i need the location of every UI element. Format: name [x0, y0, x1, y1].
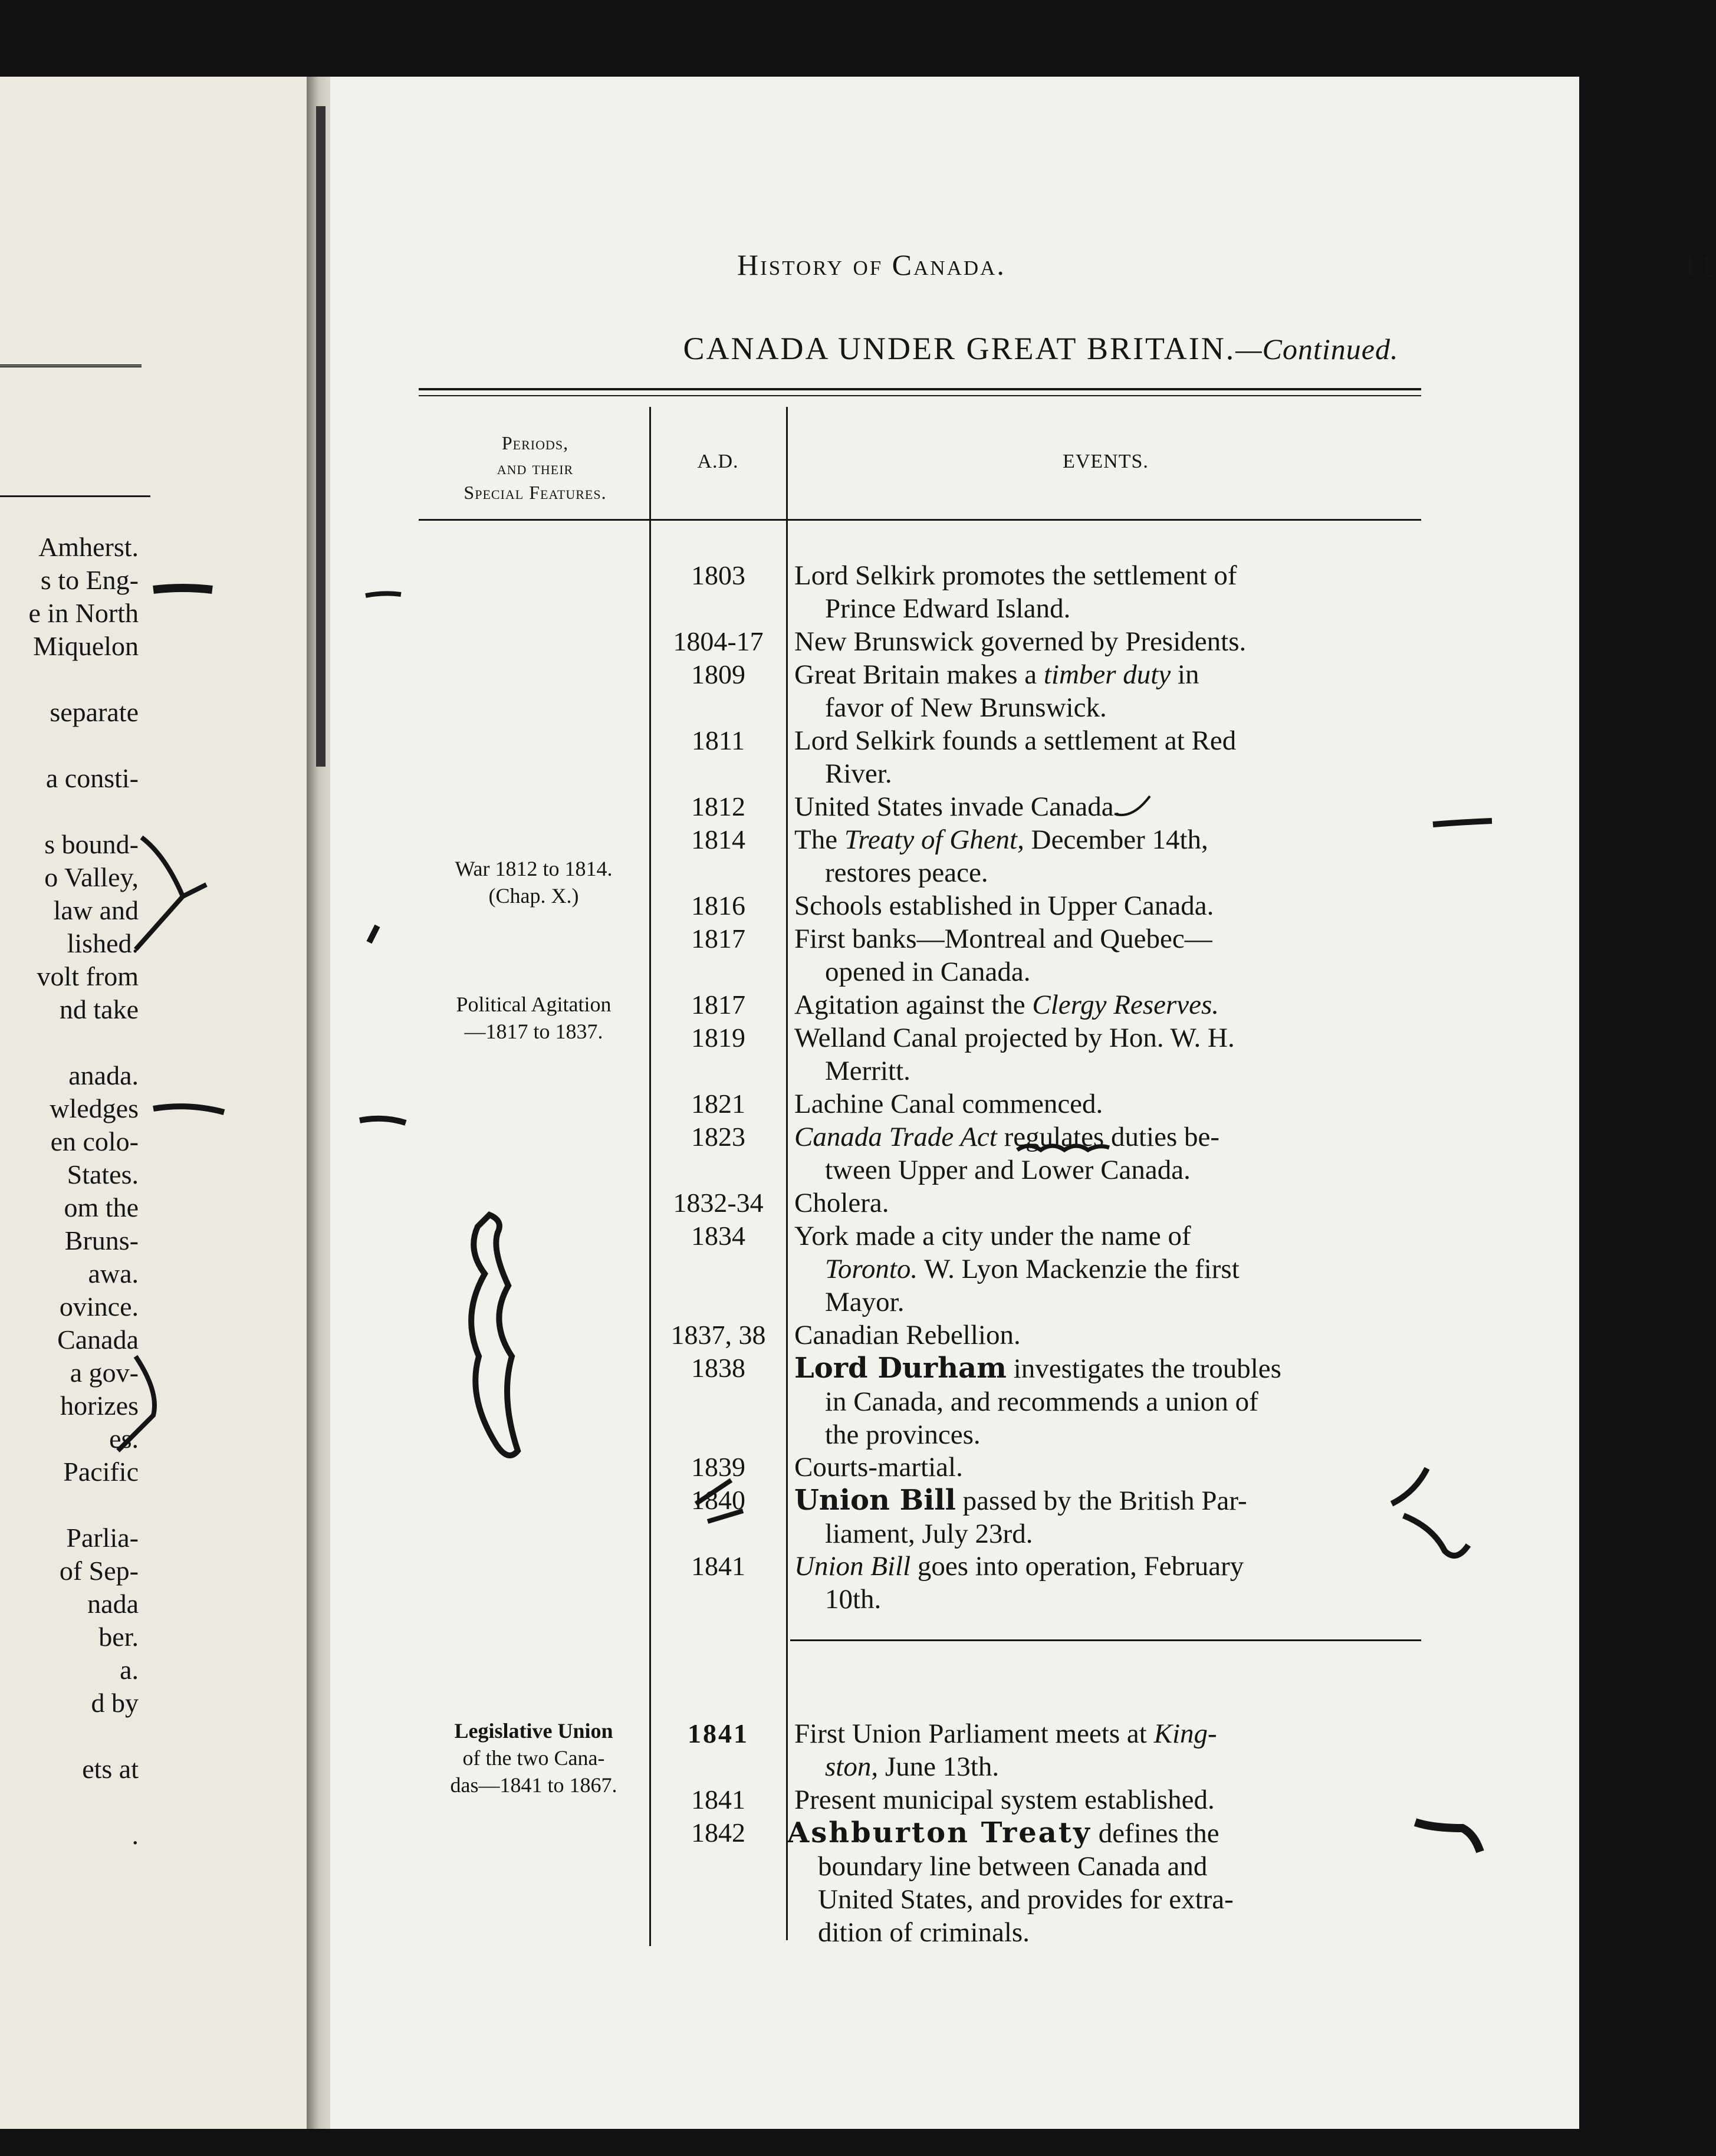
ink-annotations [330, 77, 1579, 2129]
left-page-line: Amherst. [38, 532, 139, 562]
ink-arrow-mark [1433, 821, 1492, 824]
event-continuation: tween Upper and Lower Canada. [825, 1155, 1191, 1185]
event-continuation: boundary line between Canada and [818, 1851, 1208, 1882]
left-page-line: volt from [37, 961, 139, 991]
event-text: Lord Selkirk founds a settlement at Red [794, 725, 1237, 756]
year-cell: 1837, 38 [670, 1320, 766, 1350]
event-text: Great Britain makes a [794, 659, 1044, 690]
event-text: defines the [1091, 1818, 1219, 1849]
period-line: Political Agitation [456, 992, 612, 1016]
left-page-line: om the [64, 1192, 139, 1222]
event-emphasis: Clergy Reserves. [1032, 990, 1219, 1020]
event-bold: Ashburton Treaty [787, 1816, 1092, 1849]
column-header-year: A.D. [697, 451, 739, 472]
event-emphasis: Canada Trade Act [794, 1122, 997, 1152]
event-text: Agitation against the [794, 990, 1033, 1020]
left-page-line: Pacific [63, 1457, 139, 1487]
year-cell: 1819 [691, 1023, 745, 1053]
event-bold: Lord Durham [794, 1352, 1007, 1385]
event-text: in [1171, 659, 1199, 690]
left-page-ink-annotations [0, 0, 330, 2156]
event-text: Lord Selkirk promotes the settlement of [794, 560, 1237, 591]
ink-dash-mark [153, 588, 212, 590]
left-page-line: o Valley, [44, 862, 139, 892]
period-line: (Chap. X.) [488, 884, 579, 908]
ink-underline-squiggle [1017, 1146, 1109, 1150]
year-cell: 1821 [691, 1089, 745, 1119]
ink-dash-mark [366, 593, 401, 596]
column-header-events: EVENTS. [1063, 451, 1149, 472]
event-continuation: favor of New Brunswick. [825, 692, 1107, 723]
event-text: York made a city under the name of [794, 1221, 1191, 1251]
left-page-line: en colo- [50, 1126, 139, 1156]
year-cell: 1832-34 [673, 1188, 764, 1218]
left-page-line: d by [91, 1688, 139, 1718]
event-continuation: liament, July 23rd. [825, 1519, 1033, 1549]
left-page-line: ber. [98, 1622, 139, 1652]
event-text: Schools established in Upper Canada. [794, 890, 1214, 921]
event-emphasis: ston, [825, 1751, 879, 1782]
ink-scribble-mark [471, 1215, 518, 1455]
event-text: Lachine Canal commenced. [794, 1089, 1103, 1119]
event-text: Courts-martial. [794, 1452, 963, 1483]
event-text: New Brunswick governed by Presidents. [794, 626, 1247, 657]
event-emphasis: Treaty of Ghent, [844, 824, 1024, 855]
year-cell: 1841 [691, 1784, 745, 1815]
ink-check-mark [696, 1480, 743, 1521]
period-line: —1817 to 1837. [464, 1020, 603, 1043]
year-cell: 1842 [691, 1818, 745, 1848]
ink-underline-stroke [1115, 796, 1150, 815]
year-cell: 1811 [691, 725, 745, 755]
year-cell: 1838 [691, 1353, 745, 1383]
event-text: Canadian Rebellion. [794, 1320, 1021, 1350]
event-text: W. Lyon Mackenzie the first [918, 1254, 1240, 1284]
left-page-line: ets at [82, 1754, 139, 1784]
period-line: Legislative Union [454, 1719, 613, 1743]
event-text: investigates the troubles [1006, 1353, 1281, 1384]
event-text: Welland Canal projected by Hon. W. H. [794, 1023, 1235, 1053]
event-text: First banks—Montreal and Quebec— [794, 923, 1212, 954]
event-continuation: United States, and provides for extra- [818, 1884, 1234, 1915]
left-page-line: anada. [68, 1060, 139, 1090]
left-page-line: Canada [57, 1325, 139, 1355]
event-emphasis: King- [1153, 1718, 1217, 1749]
left-page-line: of Sep- [59, 1556, 139, 1586]
ink-pointer-mark [1415, 1822, 1480, 1852]
ink-cross-mark [1392, 1468, 1468, 1556]
event-text: goes into operation, February [910, 1551, 1244, 1582]
year-cell: 1841 [691, 1551, 745, 1581]
event-continuation: restores peace. [825, 857, 988, 888]
event-continuation: the provinces. [825, 1419, 981, 1450]
left-page-line: e in North [28, 598, 139, 628]
left-page-line: awa. [88, 1258, 139, 1289]
ink-dash-mark [360, 1119, 406, 1123]
section-title-text: CANADA UNDER GREAT BRITAIN. [683, 331, 1236, 366]
left-page-line: a gov- [70, 1358, 139, 1388]
event-emphasis: Union Bill [794, 1551, 911, 1582]
event-continuation: 10th. [825, 1584, 882, 1615]
ink-dash-mark [153, 1106, 224, 1112]
left-page-line: . [132, 1820, 139, 1850]
event-text: Present municipal system established. [794, 1784, 1215, 1815]
event-text: June 13th. [878, 1751, 1000, 1782]
year-cell: 1823 [691, 1122, 745, 1152]
event-text: The [794, 824, 844, 855]
period-line: War 1812 to 1814. [455, 857, 613, 880]
left-page-line: Bruns- [64, 1225, 139, 1256]
year-cell: 1814 [691, 824, 745, 854]
period-line: das—1841 to 1867. [450, 1773, 617, 1797]
left-page-line: Parlia- [66, 1523, 139, 1553]
left-page-line: law and [53, 895, 139, 925]
year-cell: 1841 [688, 1718, 749, 1749]
event-text: Cholera. [794, 1188, 889, 1218]
left-page-line: nd take [59, 994, 139, 1024]
left-page-line: separate [50, 697, 139, 727]
left-page-line: Miquelon [33, 631, 139, 661]
event-continuation: dition of criminals. [818, 1917, 1030, 1948]
event-continuation: Merritt. [825, 1056, 910, 1086]
left-page-line: es. [109, 1424, 139, 1454]
left-page-line: s bound- [44, 829, 139, 859]
left-page-line: a consti- [45, 763, 139, 793]
event-continuation: Prince Edward Island. [825, 593, 1071, 624]
section-continued: —Continued. [1235, 333, 1399, 366]
year-cell: 1804-17 [673, 626, 764, 656]
ink-bracket-mark [118, 1356, 154, 1451]
year-cell: 1809 [691, 659, 745, 689]
year-cell: 1816 [691, 890, 745, 921]
left-page-line: lished. [67, 928, 139, 958]
left-page-line: s to Eng- [40, 565, 139, 595]
column-header-periods-line: Periods, [501, 432, 569, 453]
event-text: passed by the British Par- [955, 1485, 1247, 1516]
year-cell: 1817 [691, 923, 745, 954]
ink-tick-mark [369, 926, 377, 942]
left-page-line: horizes [60, 1391, 139, 1421]
event-text: United States invade Canada. [794, 791, 1121, 822]
event-continuation: River. [825, 758, 892, 789]
event-continuation: opened in Canada. [825, 957, 1031, 987]
period-line: of the two Cana- [462, 1746, 605, 1770]
year-cell: 1839 [691, 1452, 745, 1482]
left-page-line: a. [120, 1655, 139, 1685]
event-bold: Union Bill [794, 1484, 956, 1517]
event-emphasis: timber duty [1043, 659, 1171, 690]
left-page-line: States. [67, 1159, 139, 1189]
page-11 [330, 77, 1716, 2129]
left-page-line: ovince. [59, 1291, 139, 1322]
event-continuation: in Canada, and recommends a union of [825, 1386, 1258, 1417]
left-page-line: wledges [50, 1093, 139, 1123]
left-page-line: nada [87, 1589, 139, 1619]
event-text: December 14th, [1024, 824, 1208, 855]
running-title: History of Canada. [737, 248, 1006, 281]
year-cell: 1817 [691, 990, 745, 1020]
event-continuation: Mayor. [825, 1287, 905, 1317]
page-number: 11 [1682, 248, 1716, 284]
ink-bracket-mark [136, 837, 206, 949]
event-emphasis: Toronto. [825, 1254, 918, 1284]
event-text: regulates duties be- [997, 1122, 1219, 1152]
year-cell: 1834 [691, 1221, 745, 1251]
column-header-periods-line: Special Features. [463, 482, 607, 503]
column-header-periods-line: and their [497, 457, 574, 478]
event-text: First Union Parliament meets at [794, 1718, 1154, 1749]
year-cell: 1812 [691, 791, 745, 821]
year-cell: 1803 [691, 560, 745, 590]
year-cell: 1840 [691, 1485, 745, 1515]
